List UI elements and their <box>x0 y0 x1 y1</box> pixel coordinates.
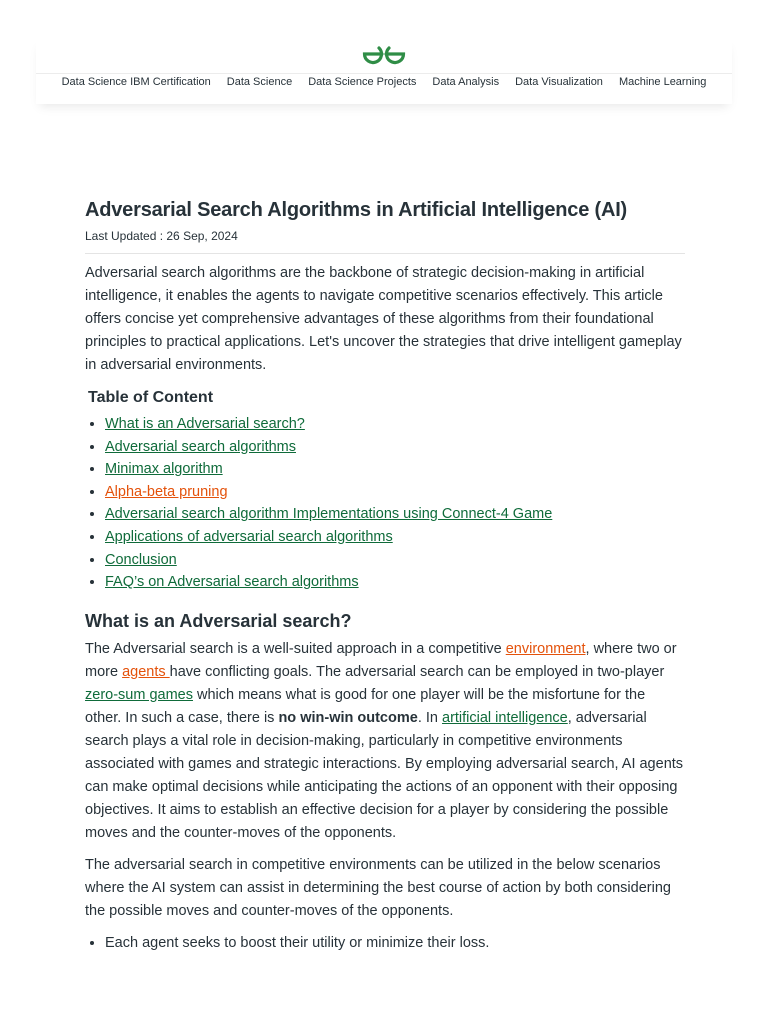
list-item: • Each agent seeks to boost their utility or minimize their loss. <box>105 932 685 955</box>
link-zero-sum-games[interactable]: zero-sum games <box>85 686 193 703</box>
toc-item <box>105 571 685 594</box>
link-agents[interactable]: agents <box>122 663 170 680</box>
gfg-logo-icon[interactable] <box>360 42 408 71</box>
last-updated: Last Updated : 26 Sep, 2024 <box>85 229 238 243</box>
link-artificial-intelligence[interactable]: artificial intelligence <box>442 709 568 726</box>
toc-title: Table of Content <box>88 389 214 406</box>
toc-link-connect4-implementation[interactable]: Adversarial search algorithm Implementations using Connect-4 Game <box>105 506 553 523</box>
toc-item <box>105 436 685 459</box>
section-paragraph-2: The adversarial search in competitive environments can be utilized in the below scenarios where the AI system can assist in determining the best course of action by both considering the possible moves and counter-moves of the opponents. <box>85 856 671 919</box>
toc-item <box>105 549 685 572</box>
header-divider <box>36 73 732 74</box>
bullet-list <box>85 932 685 955</box>
text-run: which means what is good for one player will be the misfortune for the other. In such a case, there is <box>85 686 646 726</box>
page-title: Adversarial Search Algorithms in Artificial Intelligence (AI) <box>85 199 628 221</box>
toc-link-faqs[interactable]: FAQ’s on Adversarial search algorithms <box>105 574 359 591</box>
article <box>85 196 685 955</box>
section-paragraph-1 <box>85 638 685 845</box>
toc-link-conclusion[interactable]: Conclusion <box>105 551 177 568</box>
link-environment[interactable]: environment <box>505 640 586 657</box>
nav-item-machine-learning[interactable]: Machine Learning <box>618 76 707 88</box>
text-run: . In <box>417 709 442 726</box>
toc-item <box>105 526 685 549</box>
toc-link-adversarial-search-algorithms[interactable]: Adversarial search algorithms <box>105 438 296 455</box>
text-run: have conflicting goals. The adversarial search can be employed in two-player <box>169 663 665 680</box>
title-divider <box>85 253 685 254</box>
text-run: The Adversarial search is a well-suited approach in a competitive <box>85 640 506 657</box>
top-nav <box>36 76 732 96</box>
text-run: , adversarial search plays a vital role in decision-making, particularly in competitive environments associated with games and strategic interactions. By employing adversarial search, AI agents can make optimal decisions while anticipating the actions of an opponent with their opposing objectives. It aims to establish an effective decision for a player by considering the possible moves and the counter-moves of the opponents. <box>85 709 684 841</box>
toc-item <box>105 458 685 481</box>
bold-text: no win-win outcome <box>278 709 418 726</box>
section-heading: What is an Adversarial search? <box>85 610 352 631</box>
nav-item-data-visualization[interactable]: Data Visualization <box>515 76 603 88</box>
toc-item <box>105 413 685 436</box>
nav-item-data-science-ibm-certification[interactable]: Data Science IBM Certification <box>61 76 211 88</box>
toc-item <box>105 481 685 504</box>
toc-link-what-is-adversarial-search[interactable]: What is an Adversarial search? <box>105 416 305 432</box>
nav-item-data-science-projects[interactable]: Data Science Projects <box>308 76 417 88</box>
intro-paragraph: Adversarial search algorithms are the backbone of strategic decision-making in artificial intelligence, it enables the agents to navigate competitive scenarios effectively. This article offers concise yet comprehensive advantages of these algorithms from their foundational principles to practical applications. Let's uncover the strategies that drive intelligent gameplay in adversarial environments. <box>85 265 682 373</box>
nav-item-data-analysis[interactable]: Data Analysis <box>432 76 500 88</box>
nav-item-data-science[interactable]: Data Science <box>226 76 293 88</box>
table-of-content <box>85 413 685 594</box>
text-run: , where two or more <box>85 640 677 680</box>
toc-item <box>105 503 685 526</box>
toc-link-minimax-algorithm[interactable]: Minimax algorithm <box>105 461 223 478</box>
toc-link-applications[interactable]: Applications of adversarial search algorithms <box>105 528 393 545</box>
toc-link-alpha-beta-pruning[interactable]: Alpha-beta pruning <box>105 483 228 500</box>
